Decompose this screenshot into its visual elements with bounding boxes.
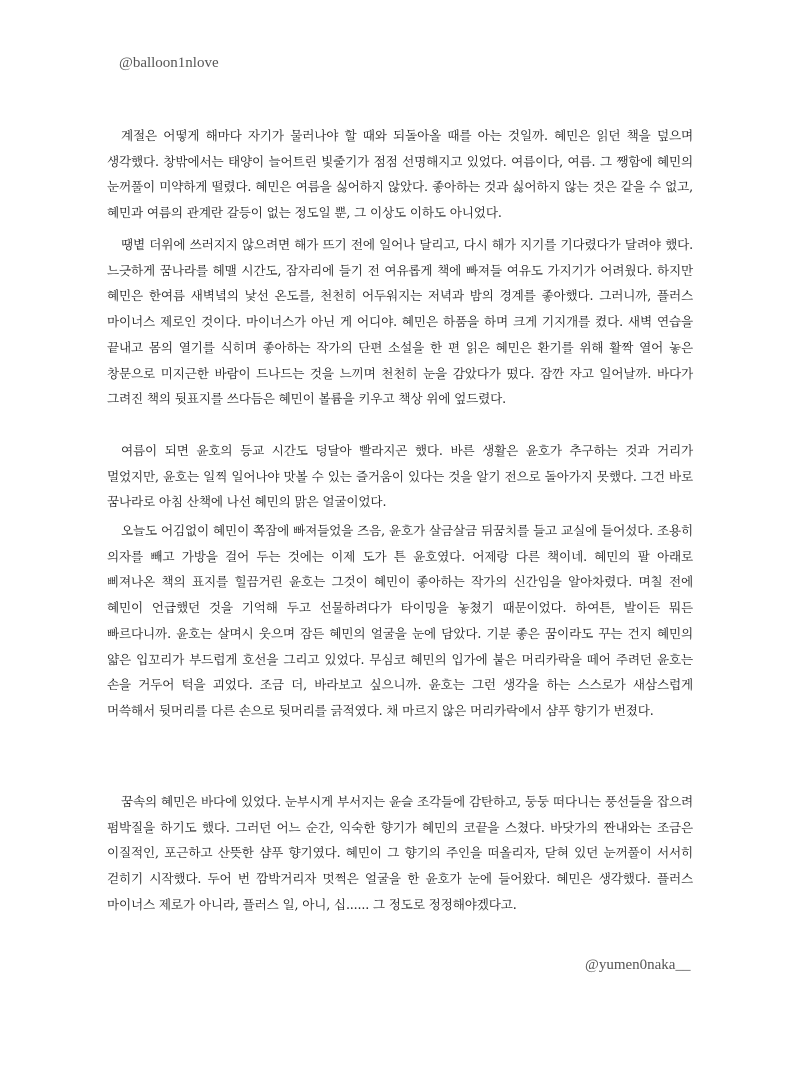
story-paragraph-5: 꿈속의 혜민은 바다에 있었다. 눈부시게 부서지는 윤슬 조각들에 감탄하고, 둥둥 떠다니는 풍선들을 잡으려 펌박질을 하기도 했다. 그러던 어느 순간, 익숙한 향기가 혜민의 코끝을 스쳤다. 바닷가의 짠내와는 조금은 이질적인, 포근하고 산뜻한 샴푸 향기였다. 혜민이 그 향기의 주인을 떠올리자, 닫혀 있던 눈꺼풀이 서서히 걷히기 시작했다. 두어 번 깜박거리자 멋쩍은 얼굴을 한 윤호가 눈에 들어왔다. 혜민은 생각했다. 플러스 마이너스 제로가 아니라, 플러스 일, 아니, 십...... 그 정도로 정정해야겠다고. (107, 794, 693, 912)
author-handle-top: @balloon1nlove (119, 55, 219, 71)
story-paragraph-4: 오늘도 어김없이 혜민이 쪽잠에 빠져들었을 즈음, 윤호가 살금살금 뒤꿈치를 들고 교실에 들어섰다. 조용히 의자를 빼고 가방을 걸어 두는 것에는 이제 도가 튼 윤호였다. 어제랑 다른 책이네. 혜민의 팔 아래로 삐져나온 책의 표지를 힐끔거린 윤호는 그것이 혜민이 좋아하는 작가의 신간임을 알아차렸다. 며칠 전에 혜민이 언급했던 것을 기억해 두고 선물하려다가 타이밍을 놓쳤기 때문이었다. 하여튼, 발이든 뭐든 빠르다니까. 윤호는 살며시 웃으며 잠든 혜민의 얼굴을 눈에 담았다. 기분 좋은 꿈이라도 꾸는 건지 혜민의 얇은 입꼬리가 부드럽게 호선을 그리고 있었다. 무심코 혜민의 입가에 붙은 머리카락을 떼어 주려던 윤호는 손을 거두어 턱을 괴었다. 조금 더, 바라보고 싶으니까. 윤호는 그런 생각을 하는 스스로가 새삼스럽게 머쓱해서 뒷머리를 다른 손으로 뒷머리를 긁적였다. 채 마르지 않은 머리카락에서 샴푸 향기가 번졌다. (107, 523, 693, 718)
story-paragraph-1: 계절은 어떻게 해마다 자기가 물러나야 할 때와 되돌아올 때를 아는 것일까. 혜민은 읽던 책을 덮으며 생각했다. 창밖에서는 태양이 늘어트린 빛줄기가 점점 선명해지고 있었다. 여름이다, 여름. 그 쨍함에 혜민의 눈꺼풀이 미약하게 떨렸다. 혜민은 여름을 싫어하지 않았다. 좋아하는 것과 싫어하지 않는 것은 같을 수 없고, 혜민과 여름의 관계란 갈등이 없는 정도일 뿐, 그 이상도 이하도 아니었다. (107, 128, 693, 221)
story-paragraph-3: 여름이 되면 윤호의 등교 시간도 덩달아 빨라지곤 했다. 바른 생활은 윤호가 추구하는 것과 거리가 멀었지만, 윤호는 일찍 일어나야 맛볼 수 있는 즐거움이 있다는 것을 알기 전으로 돌아가지 못했다. 그건 바로 꿈나라로 아침 산책에 나선 혜민의 맑은 얼굴이었다. (107, 443, 693, 510)
author-handle-bottom: @yumen0naka__ (585, 957, 691, 973)
story-paragraph-2: 땡볕 더위에 쓰러지지 않으려면 해가 뜨기 전에 일어나 달리고, 다시 해가 지기를 기다렸다가 달려야 했다. 느긋하게 꿈나라를 헤맬 시간도, 잠자리에 들기 전 여유롭게 책에 빠져들 여유도 가지기가 어려웠다. 하지만 혜민은 한여름 새벽녘의 낯선 온도를, 천천히 어두워지는 저녁과 밤의 경계를 좋아했다. 그러니까, 플러스 마이너스 제로인 것이다. 마이너스가 아닌 게 어디야. 혜민은 하품을 하며 크게 기지개를 켰다. 새벽 연습을 끝내고 몸의 열기를 식히며 좋아하는 작가의 단편 소설을 한 편 읽은 혜민은 환기를 위해 활짝 열어 놓은 창문으로 미지근한 바람이 드나드는 것을 느끼며 천천히 눈을 감았다가 떴다. 잠깐 자고 일어날까. 바다가 그려진 책의 뒷표지를 쓰다듬은 혜민이 볼륨을 키우고 책상 위에 엎드렸다. (107, 237, 693, 407)
